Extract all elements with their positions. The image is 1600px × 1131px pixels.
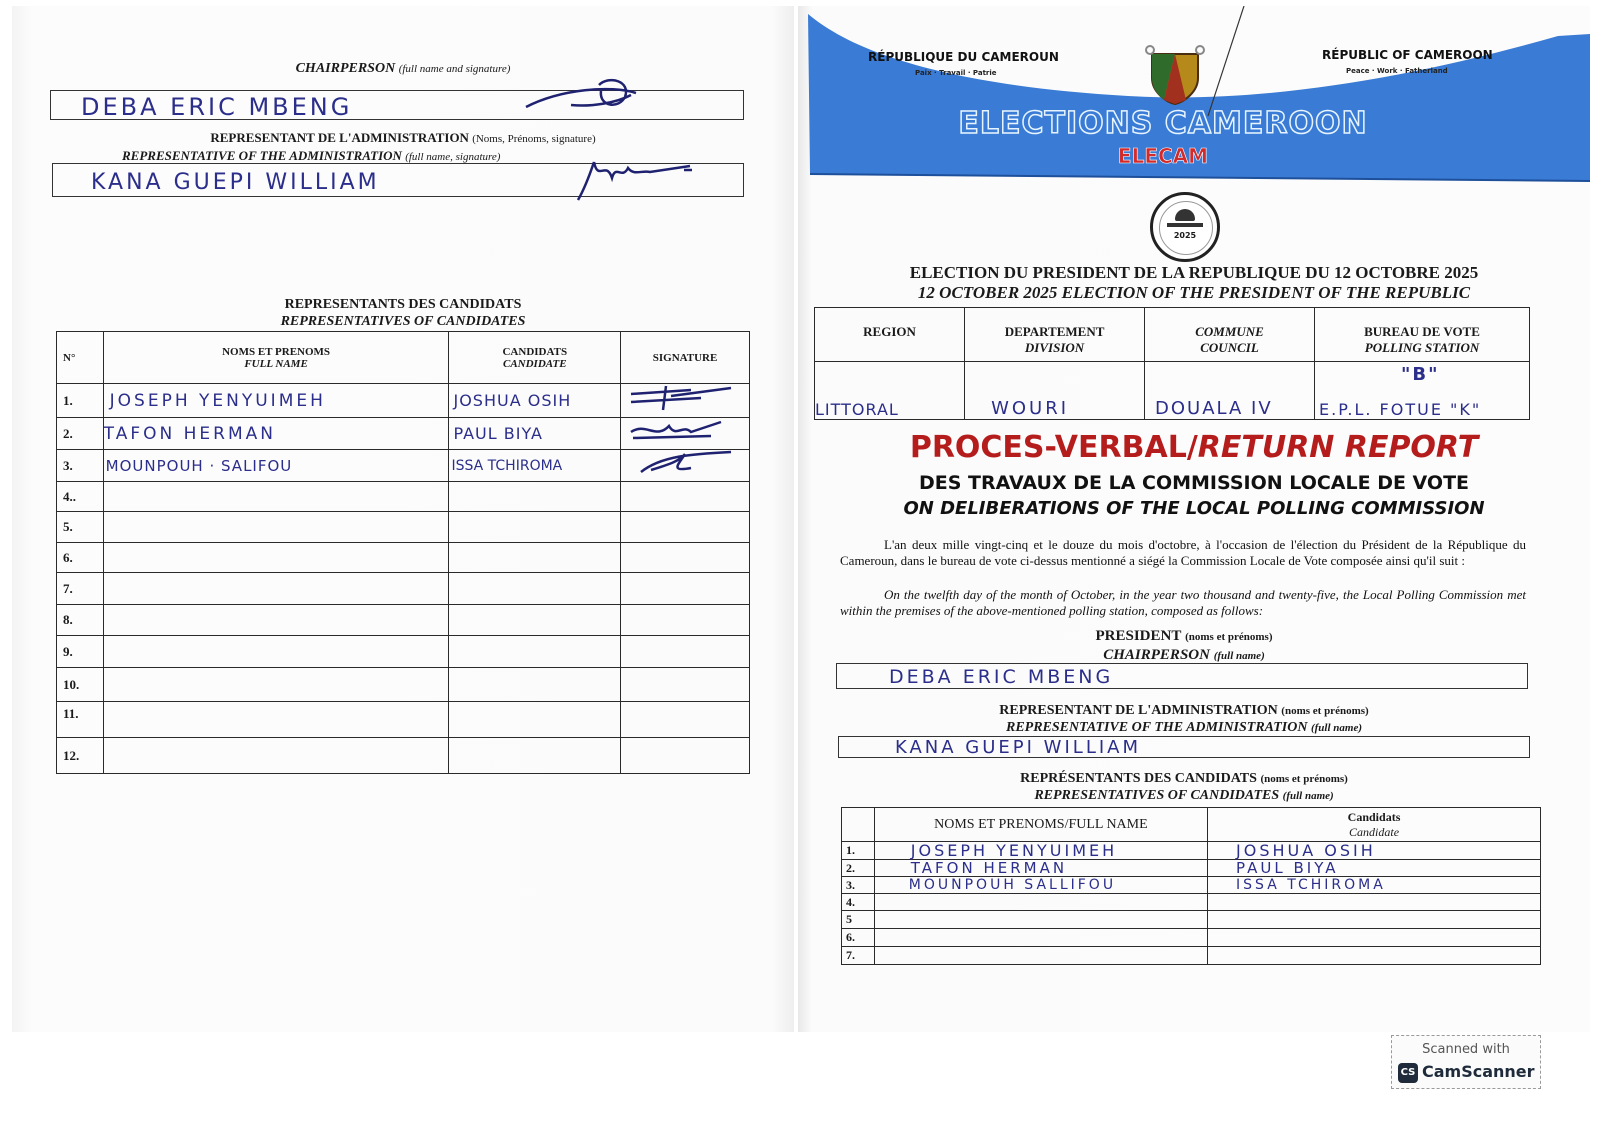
right-admin-rep-label-en-text: REPRESENTATIVE OF THE ADMINISTRATION [1005, 720, 1308, 735]
right-admin-rep-label-en [798, 720, 1570, 736]
president-label-en [798, 647, 1570, 664]
signature-cell[interactable] [621, 512, 750, 543]
col-header-council-fr: COMMUNE [1195, 324, 1264, 339]
table-row [57, 450, 750, 482]
paragraph-en: On the twelfth day of the month of October, in the year two thousand and twenty-five, the Local Polling Commission met within the premises of the above-mentioned polling station, composed as follows: [840, 587, 1526, 618]
row-number: 8. [57, 605, 104, 636]
camscanner-logo-icon: CS [1398, 1063, 1418, 1083]
row-number: 2. [842, 860, 875, 877]
row-number: 12. [57, 738, 104, 774]
candidate-cell[interactable] [449, 605, 621, 636]
candidate-cell[interactable]: ISSA TCHIROMA [449, 450, 621, 482]
table-row [842, 877, 1541, 894]
signature-icon [621, 384, 741, 412]
signature-cell[interactable] [621, 573, 750, 605]
president-label-fr [798, 628, 1570, 645]
candidate-cell[interactable]: ISSA TCHIROMA [1208, 877, 1541, 894]
candidate-cell[interactable] [1208, 947, 1541, 965]
report-title [798, 430, 1590, 465]
col-header-division-fr: DEPARTEMENT [1004, 324, 1105, 339]
table-row [57, 543, 750, 573]
motto-fr: Paix · Travail · Patrie [915, 69, 997, 77]
admin-rep-field[interactable] [52, 163, 744, 197]
candidate-cell[interactable] [449, 543, 621, 573]
col-header-polling-station [1315, 308, 1530, 362]
candidate-cell[interactable] [449, 702, 621, 738]
right-candidates-title-en-text: REPRESENTATIVES OF CANDIDATES [1034, 788, 1280, 803]
candidates-title-en: REPRESENTATIVES OF CANDIDATES [280, 314, 526, 329]
row-number: 4. [842, 894, 875, 911]
candidate-cell[interactable] [449, 668, 621, 702]
camscanner-watermark [1391, 1035, 1541, 1089]
right-candidates-table [841, 807, 1541, 965]
right-admin-rep-value: KANA GUEPI WILLIAM [895, 737, 1141, 758]
row-number: 7. [57, 573, 104, 605]
table-row [57, 668, 750, 702]
candidate-cell[interactable] [1208, 894, 1541, 911]
row-number: 2. [57, 418, 104, 450]
rep-name-cell[interactable] [874, 894, 1207, 911]
signature-cell[interactable] [621, 738, 750, 774]
candidates-table-header [57, 332, 750, 384]
polling-station-cell[interactable] [1315, 362, 1530, 420]
candidate-cell[interactable]: JOSHUA OSIH [1208, 842, 1541, 860]
table-row [57, 605, 750, 636]
row-number: 5 [842, 911, 875, 929]
right-page [798, 6, 1590, 1032]
country-en: RÉPUBLIC OF CAMEROON [1322, 48, 1493, 62]
row-number: 11. [57, 702, 104, 738]
president-label-fr-text: PRESIDENT [1095, 628, 1182, 644]
right-candidates-title-fr-text: REPRÉSENTANTS DES CANDIDATS [1020, 771, 1257, 786]
col-header-polling-station-fr: BUREAU DE VOTE [1364, 324, 1480, 339]
row-number: 3. [842, 877, 875, 894]
rep-name-cell[interactable] [103, 605, 449, 636]
president-label-en-note: (full name) [1213, 650, 1265, 662]
rep-name-cell[interactable] [874, 911, 1207, 929]
candidate-cell[interactable] [1208, 929, 1541, 947]
admin-rep-label-fr [12, 130, 794, 146]
chairperson-value: DEBA ERIC MBENG [81, 93, 353, 121]
signature-cell[interactable] [621, 702, 750, 738]
col-header-polling-station-en: POLLING STATION [1364, 340, 1480, 355]
signature-cell[interactable] [621, 384, 750, 418]
candidate-cell[interactable]: PAUL BIYA [1208, 860, 1541, 877]
col-header-name [103, 332, 449, 384]
table-row [842, 860, 1541, 877]
election-title-en: 12 OCTOBER 2025 ELECTION OF THE PRESIDENT OF THE REPUBLIC [917, 283, 1471, 302]
right-candidates-title-fr [798, 771, 1570, 787]
rep-name-cell[interactable]: TAFON HERMAN [103, 418, 449, 450]
col-header-council [1145, 308, 1315, 362]
col-header-candidate-en: CANDIDATE [502, 357, 567, 370]
signature-cell[interactable] [621, 482, 750, 512]
col-header-division [965, 308, 1145, 362]
paragraph-fr: L'an deux mille vingt-cinq et le douze du mois d'octobre, à l'occasion de l'élection du Président de la République du Cameroun, dans le bureau de vote ci-dessus mentionné a siégé la Commission Locale de Vote composée ainsi qu'il suit : [840, 537, 1526, 568]
candidate-cell[interactable] [449, 512, 621, 543]
right-candidates-table-header [842, 808, 1541, 842]
rep-name-cell[interactable] [103, 668, 449, 702]
chairperson-field[interactable] [50, 90, 744, 120]
org-acronym: ELECAM [1117, 144, 1209, 168]
row-number: 9. [57, 636, 104, 668]
signature-icon [621, 418, 741, 444]
col-header-region [815, 308, 965, 362]
election-title-fr: ELECTION DU PRESIDENT DE LA REPUBLIQUE DU 12 OCTOBRE 2025 [909, 263, 1479, 282]
right-admin-rep-field[interactable] [838, 736, 1530, 758]
col-header-name-en: FULL NAME [244, 357, 308, 370]
council-value[interactable]: DOUALA IV [1145, 362, 1315, 420]
signature-cell[interactable] [621, 605, 750, 636]
right-admin-rep-label-fr-note: (noms et prénoms) [1281, 705, 1369, 717]
watermark-brand: CamScanner [1422, 1062, 1535, 1081]
chairperson-signature-icon [521, 77, 641, 121]
rep-name-cell[interactable] [103, 512, 449, 543]
row-number: 5. [57, 512, 104, 543]
table-row [842, 842, 1541, 860]
right-admin-rep-label-en-note: (full name) [1310, 722, 1362, 734]
president-field[interactable] [836, 663, 1528, 689]
signature-cell[interactable] [621, 418, 750, 450]
rep-name-cell[interactable]: MOUNPOUH · SALIFOU [103, 450, 449, 482]
location-values-row [815, 362, 1530, 420]
signature-cell[interactable] [621, 636, 750, 668]
col-header-region-fr: REGION [863, 324, 916, 339]
rep-name-cell[interactable]: TAFON HERMAN [874, 860, 1207, 877]
country-fr: RÉPUBLIQUE DU CAMEROUN [868, 50, 1059, 64]
row-number: 1. [842, 842, 875, 860]
rep-name-cell[interactable] [874, 947, 1207, 965]
row-number: 6. [57, 543, 104, 573]
col-header-name-fr: NOMS ET PRENOMS [222, 345, 331, 358]
president-value: DEBA ERIC MBENG [889, 666, 1114, 688]
report-title-fr: PROCES-VERBAL/ [909, 430, 1198, 465]
right-admin-rep-label-fr-text: REPRESENTANT DE L'ADMINISTRATION [999, 703, 1278, 718]
signature-cell[interactable] [621, 543, 750, 573]
candidate-cell[interactable]: JOSHUA OSIH [449, 384, 621, 418]
row-number: 3. [57, 450, 104, 482]
rep-name-cell[interactable] [103, 482, 449, 512]
candidate-cell[interactable] [449, 482, 621, 512]
candidate-cell[interactable] [449, 636, 621, 668]
rep-name-cell[interactable]: JOSEPH YENYUIMEH [103, 384, 449, 418]
col-header-candidate [1208, 808, 1541, 842]
president-label-fr-note: (noms et prénoms) [1185, 631, 1273, 643]
candidates-table [56, 331, 750, 774]
right-candidates-title-fr-note: (noms et prénoms) [1260, 773, 1348, 785]
candidate-cell[interactable]: PAUL BIYA [449, 418, 621, 450]
candidate-cell[interactable] [1208, 911, 1541, 929]
col-header-no: N° [57, 332, 104, 384]
row-number: 4.. [57, 482, 104, 512]
table-row [842, 911, 1541, 929]
col-header-council-en: COUNCIL [1200, 340, 1259, 355]
right-admin-rep-label-fr [798, 703, 1570, 719]
table-row [842, 894, 1541, 911]
location-table [814, 307, 1530, 420]
motto-en: Peace · Work · Fatherland [1346, 67, 1448, 75]
table-row [57, 702, 750, 738]
location-table-header [815, 308, 1530, 362]
col-header-signature: SIGNATURE [621, 332, 750, 384]
rep-name-cell[interactable] [874, 929, 1207, 947]
president-label-en-text: CHAIRPERSON [1103, 647, 1210, 663]
polling-station-value: E.P.L. FOTUE "K" [1319, 400, 1482, 419]
col-header-candidate-fr: Candidats [1347, 809, 1401, 824]
col-header-candidate [449, 332, 621, 384]
rep-name-cell[interactable] [103, 636, 449, 668]
table-row [57, 573, 750, 605]
candidate-cell[interactable] [449, 738, 621, 774]
elecam-seal-icon [1150, 192, 1220, 262]
row-number: 10. [57, 668, 104, 702]
admin-rep-signature-icon [558, 156, 708, 204]
admin-rep-label-en-text: REPRESENTATIVE OF THE ADMINISTRATION [122, 148, 402, 163]
admin-rep-label-fr-note: (Noms, Prénoms, signature) [472, 133, 596, 145]
rep-name-cell[interactable]: JOSEPH YENYUIMEH [874, 842, 1207, 860]
chairperson-label-note: (full name and signature) [398, 63, 511, 75]
left-page [12, 6, 794, 1032]
polling-station-annotation: "B" [1401, 364, 1440, 385]
table-row [842, 929, 1541, 947]
admin-rep-value: KANA GUEPI WILLIAM [91, 170, 380, 195]
row-number: 7. [842, 947, 875, 965]
rep-name-cell[interactable]: MOUNPOUH SALLIFOU [874, 877, 1207, 894]
table-row [57, 636, 750, 668]
signature-cell[interactable] [621, 668, 750, 702]
right-candidates-title-en-note: (full name) [1282, 790, 1334, 802]
division-value[interactable]: WOURI [965, 362, 1145, 420]
rep-name-cell[interactable] [103, 738, 449, 774]
admin-rep-label-en [122, 148, 500, 164]
table-row [842, 947, 1541, 965]
row-number: 6. [842, 929, 875, 947]
seal-year: 2025 [1173, 231, 1197, 240]
admin-rep-label-fr-text: REPRESENTANT DE L'ADMINISTRATION [210, 130, 469, 145]
admin-rep-label-en-note: (full name, signature) [405, 151, 501, 163]
row-number: 1. [57, 384, 104, 418]
table-row [57, 512, 750, 543]
rep-name-cell[interactable] [103, 543, 449, 573]
right-candidates-title-en [798, 788, 1570, 804]
region-value[interactable]: LITTORAL [815, 362, 965, 420]
table-row [57, 418, 750, 450]
chairperson-label [12, 61, 794, 77]
candidate-cell[interactable] [449, 573, 621, 605]
subtitle-en: ON DELIBERATIONS OF THE LOCAL POLLING COMMISSION [903, 498, 1485, 519]
report-title-en: RETURN REPORT [1197, 430, 1479, 465]
table-row [57, 482, 750, 512]
chairperson-label-text: CHAIRPERSON [295, 61, 396, 76]
rep-name-cell[interactable] [103, 573, 449, 605]
org-name: ELECTIONS CAMEROON [958, 106, 1368, 141]
col-header-candidate-en: Candidate [1349, 824, 1400, 839]
subtitle-fr: DES TRAVAUX DE LA COMMISSION LOCALE DE VOTE [918, 472, 1470, 494]
col-header-division-en: DIVISION [1024, 340, 1085, 355]
table-row [57, 384, 750, 418]
col-header-full-name: NOMS ET PRENOMS/FULL NAME [874, 808, 1207, 842]
rep-name-cell[interactable] [103, 702, 449, 738]
col-header-candidate-fr: CANDIDATS [502, 345, 568, 358]
table-row [57, 738, 750, 774]
watermark-line1: Scanned with [1422, 1042, 1510, 1057]
candidates-title-fr: REPRESENTANTS DES CANDIDATS [284, 297, 522, 312]
signature-icon [621, 450, 741, 476]
signature-cell[interactable] [621, 450, 750, 482]
